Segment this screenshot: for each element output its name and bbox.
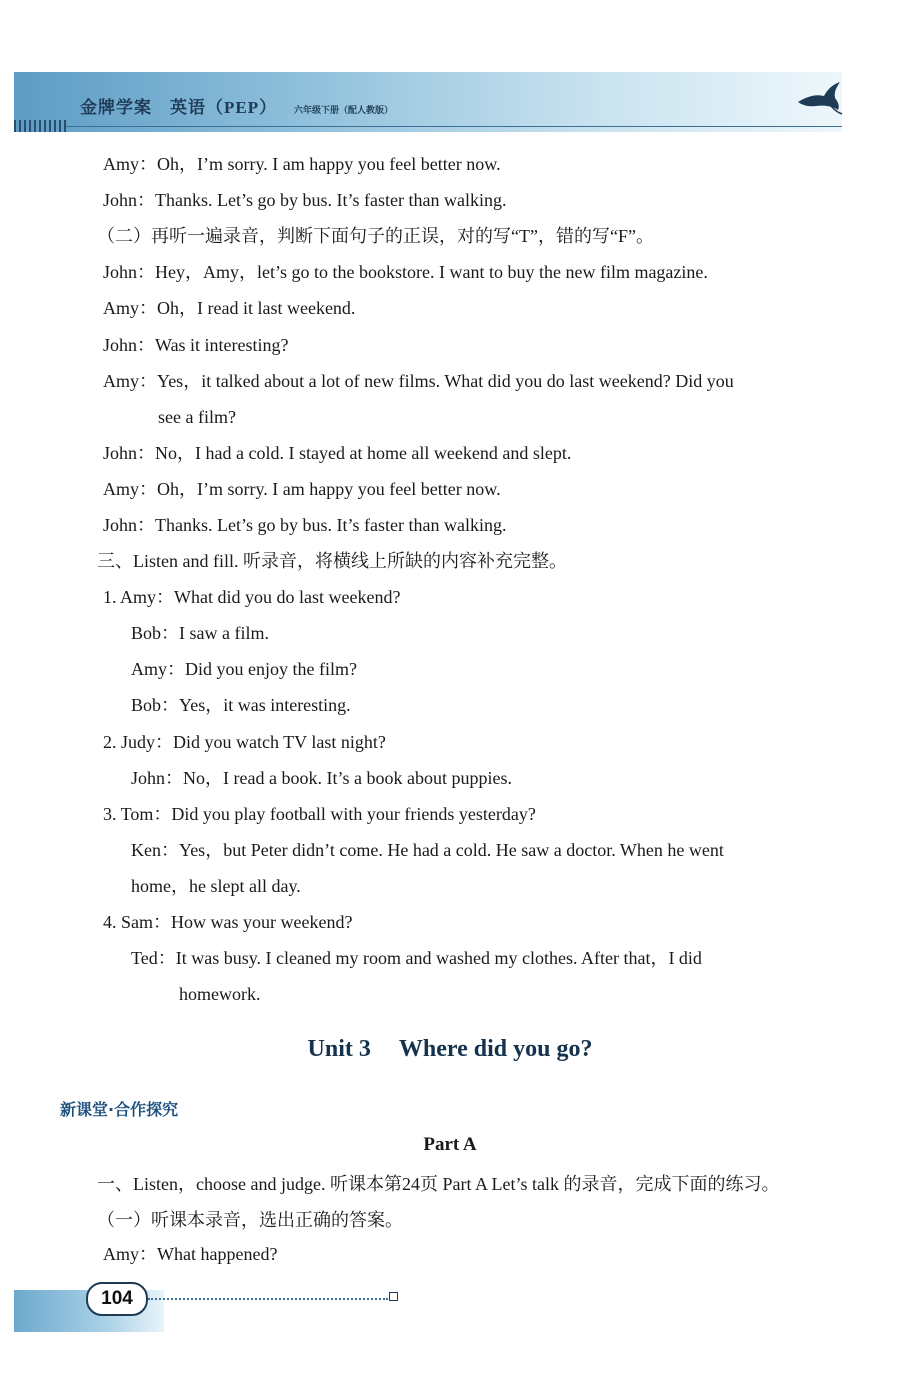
book-title: 金牌学案 — [80, 98, 152, 117]
line-text: （一）听课本录音，选出正确的答案。 — [97, 1210, 403, 1230]
unit-number: Unit 3 — [307, 1036, 371, 1062]
speaker: 1. Amy： — [103, 587, 175, 607]
unit-title — [0, 1036, 900, 1063]
unit-name: Where did you go? — [398, 1036, 593, 1062]
footer-square-icon — [389, 1292, 398, 1301]
line-text: It was busy. I cleaned my room and washed my clothes. After that，I did — [175, 948, 702, 968]
dialogue-line — [103, 910, 352, 934]
speaker: 2. Judy： — [103, 732, 174, 752]
line-text: I saw a film. — [179, 623, 269, 643]
dialogue-line — [103, 1242, 277, 1266]
speaker: Amy： — [103, 1244, 157, 1264]
dialogue-line — [103, 188, 506, 212]
dialogue-line — [131, 838, 724, 862]
speaker: John： — [103, 515, 156, 535]
section-heading — [97, 549, 567, 573]
dialogue-line — [131, 946, 702, 970]
instruction-line — [97, 1208, 403, 1232]
speaker: John： — [103, 190, 156, 210]
line-text: homework. — [179, 984, 261, 1004]
speaker: Amy： — [103, 479, 157, 499]
footer-dotted-rule — [148, 1298, 388, 1300]
line-text: （二）再听一遍录音，判断下面句子的正误，对的写“T”，错的写“F”。 — [97, 226, 654, 246]
section-label: 新课堂·合作探究 — [60, 1100, 179, 1119]
line-text: No，I had a cold. I stayed at home all weekend and slept. — [155, 443, 572, 463]
section-heading — [97, 1172, 779, 1196]
subject-title: 英语（PEP） — [170, 98, 278, 117]
line-text: Yes，it talked about a lot of new films. What did you do last weekend? Did you — [157, 371, 734, 391]
dialogue-line-continued — [131, 874, 301, 898]
speaker: Ken： — [131, 840, 179, 860]
speaker: Amy： — [131, 659, 185, 679]
dialogue-line — [103, 513, 506, 537]
dialogue-line — [103, 441, 571, 465]
bird-logo-icon — [794, 78, 844, 118]
dialogue-line — [103, 477, 501, 501]
line-text: Did you watch TV last night? — [173, 732, 386, 752]
line-text: No，I read a book. It’s a book about puppies. — [183, 768, 512, 788]
part-title: Part A — [423, 1134, 477, 1155]
line-text: Thanks. Let’s go by bus. It’s faster than walking. — [155, 190, 507, 210]
header-rule — [66, 126, 842, 127]
line-text: Hey，Amy，let’s go to the bookstore. I want to buy the new film magazine. — [155, 262, 708, 282]
line-text: Yes，but Peter didn’t come. He had a cold. He saw a doctor. When he went — [179, 840, 724, 860]
dialogue-line — [103, 152, 501, 176]
line-text: What happened? — [157, 1244, 278, 1264]
dialogue-line — [103, 585, 400, 609]
speaker: Amy： — [103, 154, 157, 174]
dialogue-line — [103, 333, 289, 357]
line-text: Did you play football with your friends yesterday? — [171, 804, 536, 824]
speaker: John： — [103, 262, 156, 282]
speaker: 3. Tom： — [103, 804, 172, 824]
line-text: 一、Listen，choose and judge. 听课本第24页 Part A Let’s talk 的录音，完成下面的练习。 — [97, 1174, 780, 1194]
header-title — [80, 93, 277, 118]
speaker: Amy： — [103, 298, 157, 318]
line-text: What did you do last weekend? — [174, 587, 401, 607]
speaker: Amy： — [103, 371, 157, 391]
line-text: see a film? — [158, 407, 236, 427]
speaker: Ted： — [131, 948, 176, 968]
dialogue-line — [131, 693, 351, 717]
speaker: Bob： — [131, 623, 180, 643]
dialogue-line — [131, 766, 512, 790]
line-text: Yes，it was interesting. — [179, 695, 351, 715]
dialogue-line-continued — [158, 405, 236, 429]
header-subtitle: 六年级下册（配人教版） — [294, 105, 394, 115]
line-text: Oh，I’m sorry. I am happy you feel better now. — [157, 154, 501, 174]
dialogue-line — [103, 802, 536, 826]
line-text: home，he slept all day. — [131, 876, 301, 896]
line-text: Oh，I’m sorry. I am happy you feel better now. — [157, 479, 501, 499]
dialogue-line-continued — [179, 982, 260, 1006]
dialogue-line — [131, 657, 357, 681]
speaker: John： — [103, 335, 156, 355]
speaker: 4. Sam： — [103, 912, 172, 932]
speaker: John： — [103, 443, 156, 463]
line-text: Thanks. Let’s go by bus. It’s faster than walking. — [155, 515, 507, 535]
dialogue-line — [131, 621, 269, 645]
speaker: Bob： — [131, 695, 180, 715]
instruction-line — [97, 224, 654, 248]
header-ticks — [14, 120, 66, 132]
line-text: Oh，I read it last weekend. — [157, 298, 356, 318]
dialogue-line — [103, 730, 386, 754]
line-text: 三、Listen and fill. 听录音，将横线上所缺的内容补充完整。 — [97, 551, 567, 571]
line-text: Did you enjoy the film? — [185, 659, 357, 679]
dialogue-line — [103, 296, 355, 320]
dialogue-line — [103, 260, 708, 284]
line-text: Was it interesting? — [155, 335, 289, 355]
line-text: How was your weekend? — [171, 912, 353, 932]
dialogue-line — [103, 369, 734, 393]
page-number: 104 — [86, 1282, 148, 1316]
speaker: John： — [131, 768, 184, 788]
